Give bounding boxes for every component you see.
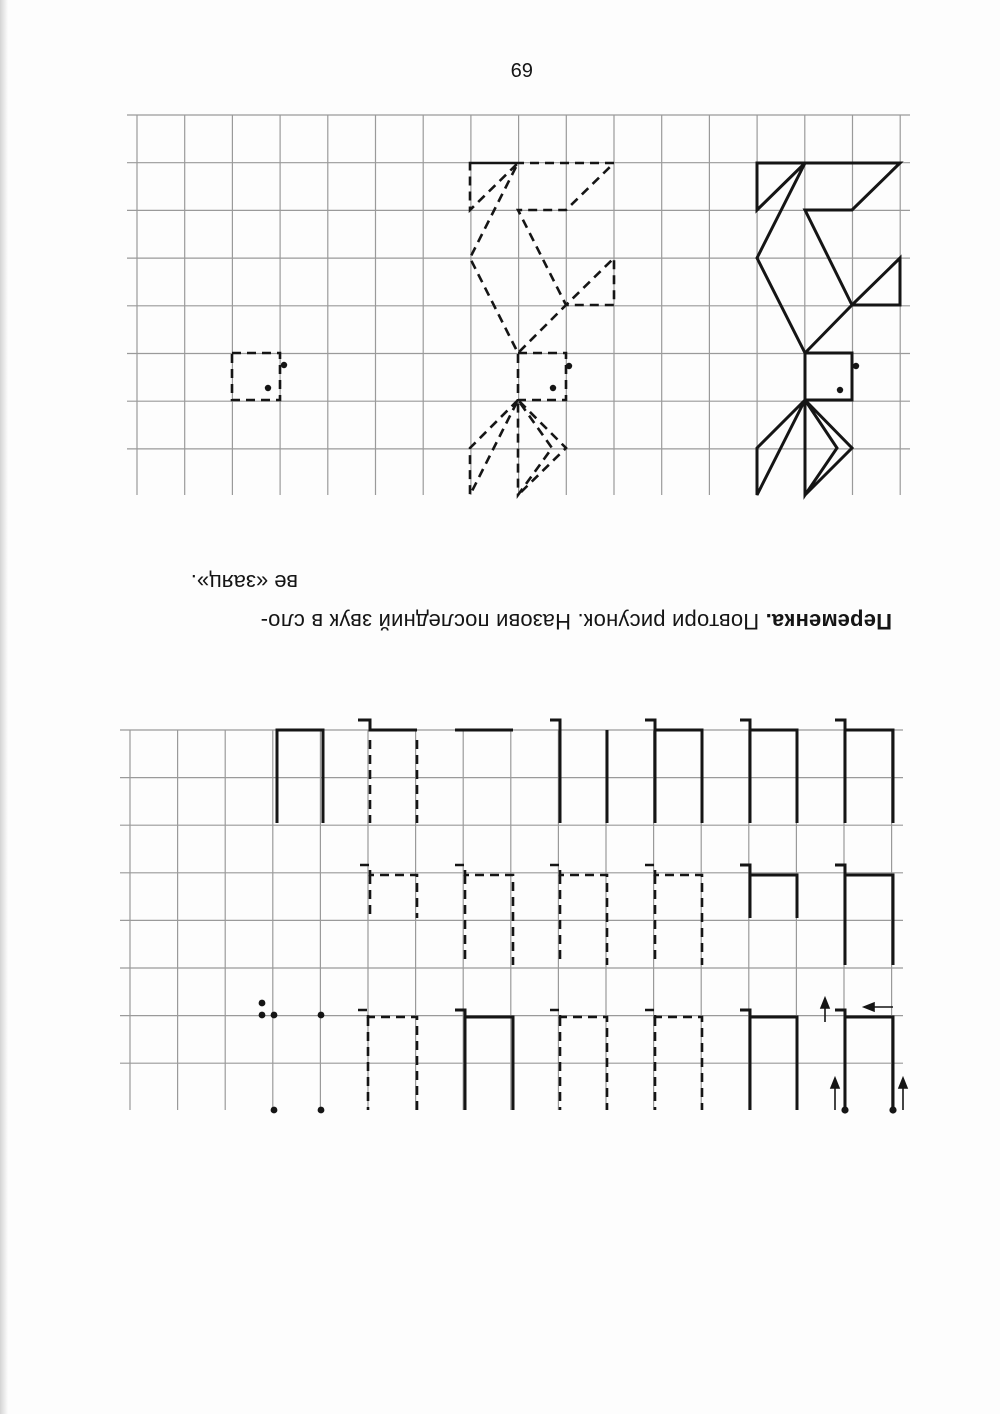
- pattern-dashed-shapes: [358, 740, 702, 1110]
- hare-start-square: [232, 353, 280, 400]
- hare-dashed-trace: [470, 163, 614, 495]
- hare-sample-eye: [837, 363, 859, 393]
- start-square-eye: [265, 362, 287, 391]
- task-title: Переменка.: [765, 609, 892, 634]
- page-number: 69: [510, 58, 533, 80]
- hare-trace-eye: [550, 363, 572, 391]
- hare-sample-drawing: [757, 163, 900, 495]
- task-text-1: Повтори рисунок. Назови последний звук в сло-: [260, 609, 760, 634]
- task-instruction-line-2: ве «заяц».: [190, 570, 298, 595]
